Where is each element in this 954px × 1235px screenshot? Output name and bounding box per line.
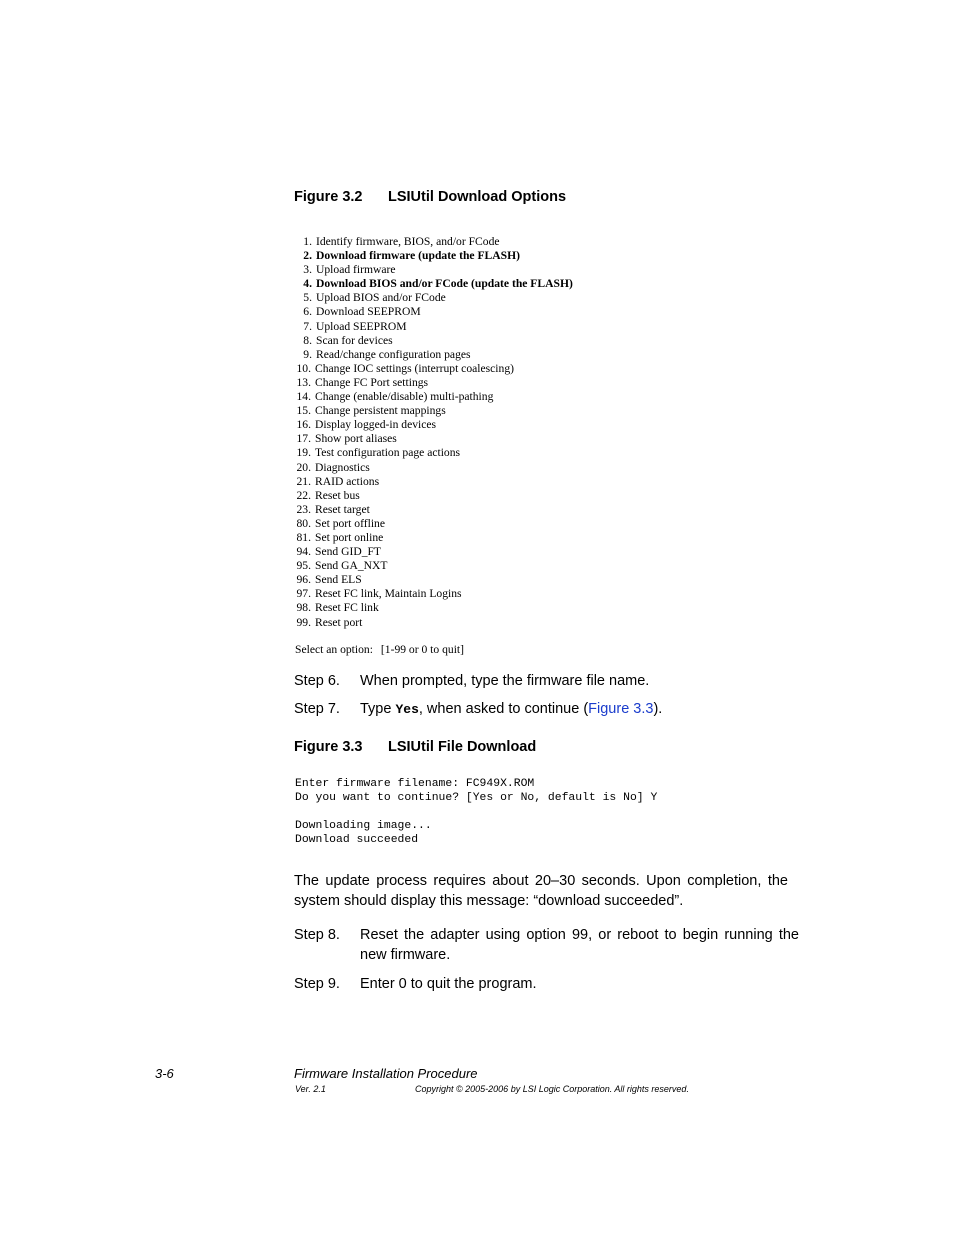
menu-item-number: 94. — [296, 545, 311, 559]
page-number: 3-6 — [155, 1066, 174, 1081]
menu-item-label: Reset port — [315, 615, 363, 629]
menu-item — [294, 334, 573, 348]
menu-item — [294, 305, 573, 319]
step-7 — [294, 699, 799, 720]
menu-item — [294, 446, 573, 460]
menu-item-number: 20. — [296, 460, 311, 474]
step-label: Step 6. — [294, 673, 340, 689]
menu-item — [294, 235, 573, 249]
lsiutil-menu-list — [294, 235, 573, 630]
menu-item-label: Send GA_NXT — [315, 559, 388, 573]
menu-item — [294, 545, 573, 559]
menu-item — [294, 249, 573, 263]
menu-item — [294, 376, 573, 390]
terminal-output — [295, 777, 657, 847]
menu-item-number: 15. — [296, 404, 311, 418]
menu-item-label: Reset bus — [315, 488, 360, 502]
menu-item-number: 97. — [296, 587, 311, 601]
menu-item-label: Display logged-in devices — [315, 418, 437, 432]
menu-item — [294, 432, 573, 446]
terminal-line: Downloading image... — [295, 820, 432, 832]
menu-item-number: 81. — [296, 530, 311, 544]
step-text-part: ). — [653, 701, 663, 717]
step-label: Step 8. — [294, 927, 340, 943]
menu-item — [294, 559, 573, 573]
footer-title: Firmware Installation Procedure — [294, 1066, 478, 1081]
step-8 — [294, 925, 799, 965]
figure-title: LSIUtil Download Options — [388, 189, 567, 205]
menu-item-number: 98. — [296, 601, 311, 615]
menu-item — [294, 320, 573, 334]
menu-item-number: 23. — [296, 502, 311, 516]
menu-item-label: Diagnostics — [315, 460, 370, 474]
menu-item-label: Change FC Port settings — [315, 375, 429, 389]
menu-item-label: Download BIOS and/or FCode (update the FLASH) — [316, 277, 573, 291]
menu-item-label: Send GID_FT — [315, 545, 382, 559]
step-label: Step 7. — [294, 701, 340, 717]
menu-item — [294, 489, 573, 503]
menu-item-label: Upload firmware — [316, 263, 396, 277]
menu-item-label: Reset FC link — [315, 601, 379, 615]
menu-item-label: Download SEEPROM — [316, 305, 421, 319]
menu-item-label: Change persistent mappings — [315, 404, 446, 418]
menu-item — [294, 475, 573, 489]
menu-item — [294, 587, 573, 601]
menu-item-label: Change (enable/disable) multi-pathing — [315, 390, 494, 404]
menu-item-number: 7. — [303, 319, 312, 333]
step-9 — [294, 974, 799, 994]
menu-item-label: Test configuration page actions — [315, 446, 461, 460]
menu-item — [294, 573, 573, 587]
footer-copyright: Copyright © 2005-2006 by LSI Logic Corporation. All rights reserved. — [415, 1084, 689, 1094]
step-text: Enter 0 to quit the program. — [360, 976, 537, 992]
menu-item-label: Send ELS — [315, 573, 362, 587]
menu-item-number: 4. — [303, 277, 312, 291]
menu-item-label: Change IOC settings (interrupt coalescing) — [315, 361, 514, 375]
figure-number: Figure 3.3 — [294, 739, 363, 755]
menu-item-label: RAID actions — [315, 474, 380, 488]
menu-item-number: 19. — [296, 446, 311, 460]
menu-item — [294, 531, 573, 545]
step-text-part: , when asked to continue ( — [418, 701, 589, 717]
terminal-line: Do you want to continue? [Yes or No, default is No] Y — [295, 792, 658, 804]
menu-item-number: 95. — [296, 559, 311, 573]
menu-item-label: Upload BIOS and/or FCode — [316, 291, 446, 305]
menu-item — [294, 263, 573, 277]
footer-version: Ver. 2.1 — [295, 1084, 326, 1094]
menu-item-number: 14. — [296, 390, 311, 404]
menu-item-number: 5. — [303, 291, 312, 305]
figure-title: LSIUtil File Download — [388, 739, 537, 755]
step-text-part: Type — [360, 701, 396, 717]
figure-number: Figure 3.2 — [294, 189, 363, 205]
step-label: Step 9. — [294, 976, 340, 992]
figure-3-3-link[interactable]: Figure 3.3 — [588, 701, 654, 717]
menu-item-label: Download firmware (update the FLASH) — [316, 249, 520, 263]
body-paragraph: The update process requires about 20–30 seconds. Upon completion, the system should display this message: “download succeeded”. — [294, 873, 788, 909]
step-text — [360, 699, 799, 720]
menu-item-number: 16. — [296, 418, 311, 432]
menu-item-label: Reset FC link, Maintain Logins — [315, 587, 462, 601]
menu-item — [294, 277, 573, 291]
menu-item — [294, 291, 573, 305]
menu-item-number: 1. — [303, 235, 312, 248]
menu-item-label: Scan for devices — [316, 333, 393, 347]
menu-item — [294, 517, 573, 531]
menu-item — [294, 503, 573, 517]
menu-item-label: Identify firmware, BIOS, and/or FCode — [316, 235, 500, 248]
terminal-line — [295, 805, 657, 819]
step-text: Reset the adapter using option 99, or reboot to begin running the new firmware. — [360, 927, 799, 963]
terminal-line: Download succeeded — [295, 834, 419, 846]
menu-item-number: 80. — [296, 516, 311, 530]
menu-item-number: 17. — [296, 432, 311, 446]
menu-item-number: 8. — [303, 333, 312, 347]
prompt-range: [1-99 or 0 to quit] — [380, 643, 464, 656]
figure-3-2-caption — [294, 189, 566, 205]
menu-item-label: Reset target — [315, 502, 370, 516]
prompt-label: Select an option: — [295, 643, 373, 656]
menu-item-number: 10. — [296, 361, 311, 375]
menu-item-label: Set port offline — [315, 516, 385, 530]
menu-item-number: 6. — [303, 305, 312, 319]
menu-item-label: Show port aliases — [315, 432, 397, 446]
menu-item-number: 2. — [303, 249, 312, 263]
menu-item — [294, 362, 573, 376]
terminal-line: Enter firmware filename: FC949X.ROM — [295, 778, 535, 790]
menu-item-number: 21. — [296, 474, 311, 488]
menu-item-number: 96. — [296, 573, 311, 587]
menu-item — [294, 418, 573, 432]
menu-item — [294, 404, 573, 418]
menu-item-number: 99. — [296, 615, 311, 629]
menu-item-label: Upload SEEPROM — [316, 319, 407, 333]
menu-item-number: 22. — [296, 488, 311, 502]
menu-item-number: 3. — [303, 263, 312, 277]
menu-item — [294, 616, 573, 630]
menu-item — [294, 390, 573, 404]
menu-item-label: Read/change configuration pages — [316, 347, 471, 361]
menu-item-number: 13. — [296, 375, 311, 389]
menu-item-number: 9. — [303, 347, 312, 361]
menu-item — [294, 601, 573, 615]
step-6 — [294, 671, 799, 691]
menu-item-label: Set port online — [315, 530, 384, 544]
menu-item — [294, 461, 573, 475]
figure-3-3-caption — [294, 739, 536, 755]
select-option-prompt — [295, 643, 464, 656]
code-yes: Yes — [395, 702, 419, 717]
menu-item — [294, 348, 573, 362]
step-text: When prompted, type the firmware file name. — [360, 673, 650, 689]
